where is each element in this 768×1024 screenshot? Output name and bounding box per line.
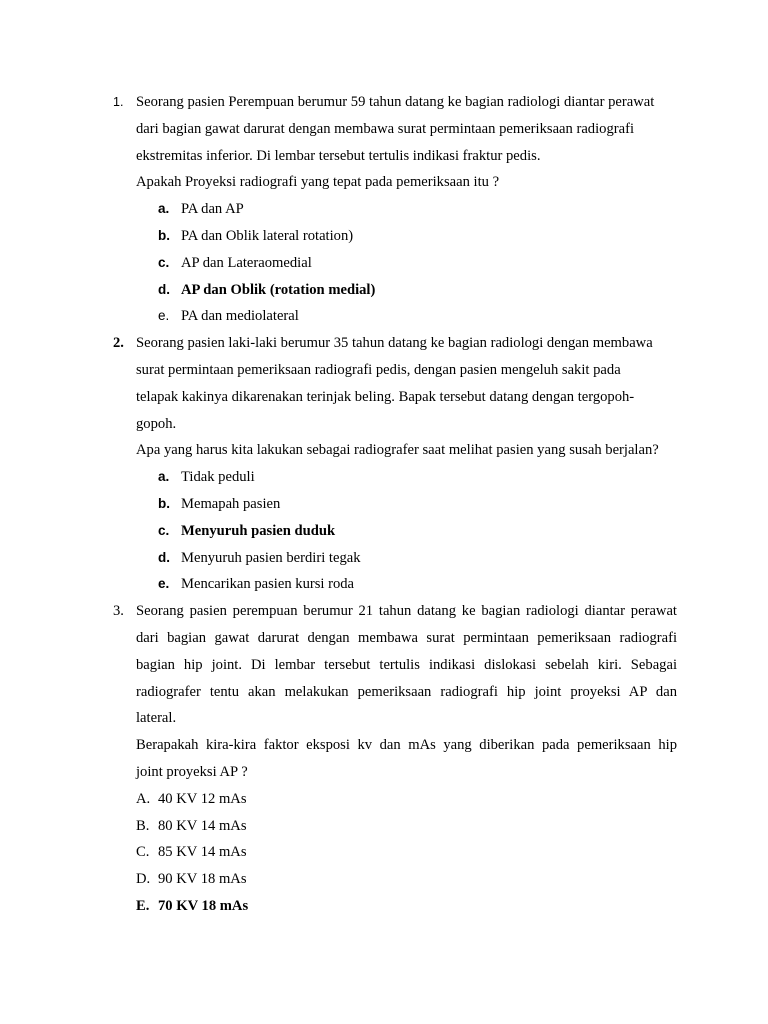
option-e bbox=[0, 303, 768, 330]
option-text-correct: AP dan Oblik (rotation medial) bbox=[181, 281, 376, 298]
question-stem-line: lateral. bbox=[136, 710, 177, 727]
question-stem-line: Seorang pasien Perempuan berumur 59 tahun datang ke bagian radiologi diantar perawat bbox=[136, 94, 655, 110]
option-d bbox=[0, 545, 768, 572]
option-letter: d. bbox=[158, 281, 170, 297]
option-c bbox=[0, 839, 768, 866]
option-text: PA dan Oblik lateral rotation) bbox=[181, 227, 354, 244]
option-letter: c. bbox=[158, 522, 170, 538]
option-letter: e. bbox=[158, 308, 170, 324]
option-text: Memapah pasien bbox=[181, 495, 281, 512]
option-d bbox=[0, 866, 768, 893]
question-stem-line: Seorang pasien laki-laki berumur 35 tahun datang ke bagian radiologi dengan membawa bbox=[136, 335, 653, 352]
option-letter: d. bbox=[158, 549, 170, 565]
question-prompt: Apa yang harus kita lakukan sebagai radiografer saat melihat pasien yang susah berjalan? bbox=[136, 442, 659, 459]
question-stem-line: dari bagian gawat darurat dengan membawa surat permintaan pemeriksaan radiografi bbox=[136, 120, 634, 137]
option-letter: B. bbox=[136, 817, 150, 834]
question-prompt: Apakah Proyeksi radiografi yang tepat pada pemeriksaan itu ? bbox=[136, 174, 500, 191]
option-a bbox=[0, 464, 768, 491]
option-d-answer bbox=[0, 277, 768, 304]
question-stem-line: Seorang pasien perempuan berumur 21 tahun datang ke bagian radiologi diantar perawat bbox=[136, 603, 677, 620]
question-stem-line: surat permintaan pemeriksaan radiografi pedis, dengan pasien mengeluh sakit pada bbox=[136, 361, 621, 378]
question-number: 2. bbox=[113, 335, 124, 352]
option-letter: a. bbox=[158, 201, 170, 217]
question-prompt: joint proyeksi AP ? bbox=[136, 763, 248, 780]
option-text: 85 KV 14 mAs bbox=[158, 844, 247, 861]
option-letter: b. bbox=[158, 227, 170, 243]
option-letter: b. bbox=[158, 495, 170, 511]
option-letter: D. bbox=[136, 871, 151, 888]
option-text: AP dan Lateraomedial bbox=[181, 254, 312, 271]
question-stem-line: radiografer tentu akan melakukan pemeriksaan radiografi hip joint proyeksi AP dan bbox=[136, 683, 677, 700]
question-stem-line: dari bagian gawat darurat dengan membawa surat permintaan pemeriksaan radiografi bbox=[136, 629, 677, 646]
option-text: 40 KV 12 mAs bbox=[158, 790, 247, 807]
option-e-answer bbox=[0, 893, 768, 920]
option-letter: E. bbox=[136, 897, 150, 914]
option-text: 80 KV 14 mAs bbox=[158, 817, 247, 834]
option-text-correct: Menyuruh pasien duduk bbox=[181, 522, 336, 539]
option-letter: C. bbox=[136, 844, 150, 861]
question-prompt: Berapakah kira-kira faktor eksposi kv dan mAs yang diberikan pada pemeriksaan hip bbox=[136, 737, 677, 754]
option-text: PA dan mediolateral bbox=[181, 308, 299, 325]
option-c-answer bbox=[0, 518, 768, 545]
question-number: 3. bbox=[113, 603, 124, 620]
option-c bbox=[0, 250, 768, 277]
option-letter: c. bbox=[158, 254, 170, 270]
question-number: 1. bbox=[113, 95, 124, 109]
question-stem-line: telapak kakinya dikarenakan terinjak beling. Bapak tersebut datang dengan tergopoh- bbox=[136, 388, 635, 405]
question-stem-line: gopoh. bbox=[136, 415, 177, 432]
option-text: 90 KV 18 mAs bbox=[158, 871, 247, 888]
option-letter: e. bbox=[158, 576, 170, 592]
question-stem-line: bagian hip joint. Di lembar tersebut tertulis indikasi dislokasi sebelah kiri. Sebagai bbox=[136, 656, 677, 673]
option-text: Menyuruh pasien berdiri tegak bbox=[181, 549, 361, 566]
option-text-correct: 70 KV 18 mAs bbox=[158, 897, 249, 914]
option-letter: a. bbox=[158, 469, 170, 485]
option-e bbox=[0, 571, 768, 598]
option-b bbox=[0, 223, 768, 250]
option-text: Mencarikan pasien kursi roda bbox=[181, 576, 355, 593]
option-text: Tidak peduli bbox=[181, 469, 255, 486]
option-text: PA dan AP bbox=[181, 201, 244, 218]
question-3 bbox=[0, 598, 768, 920]
question-2 bbox=[0, 330, 768, 598]
option-b bbox=[0, 491, 768, 518]
option-a bbox=[0, 196, 768, 223]
question-stem-line: ekstremitas inferior. Di lembar tersebut tertulis indikasi fraktur pedis. bbox=[136, 147, 541, 164]
option-b bbox=[0, 813, 768, 840]
option-a bbox=[0, 786, 768, 813]
question-1 bbox=[0, 89, 768, 330]
option-letter: A. bbox=[136, 790, 151, 807]
document-body bbox=[0, 89, 768, 920]
